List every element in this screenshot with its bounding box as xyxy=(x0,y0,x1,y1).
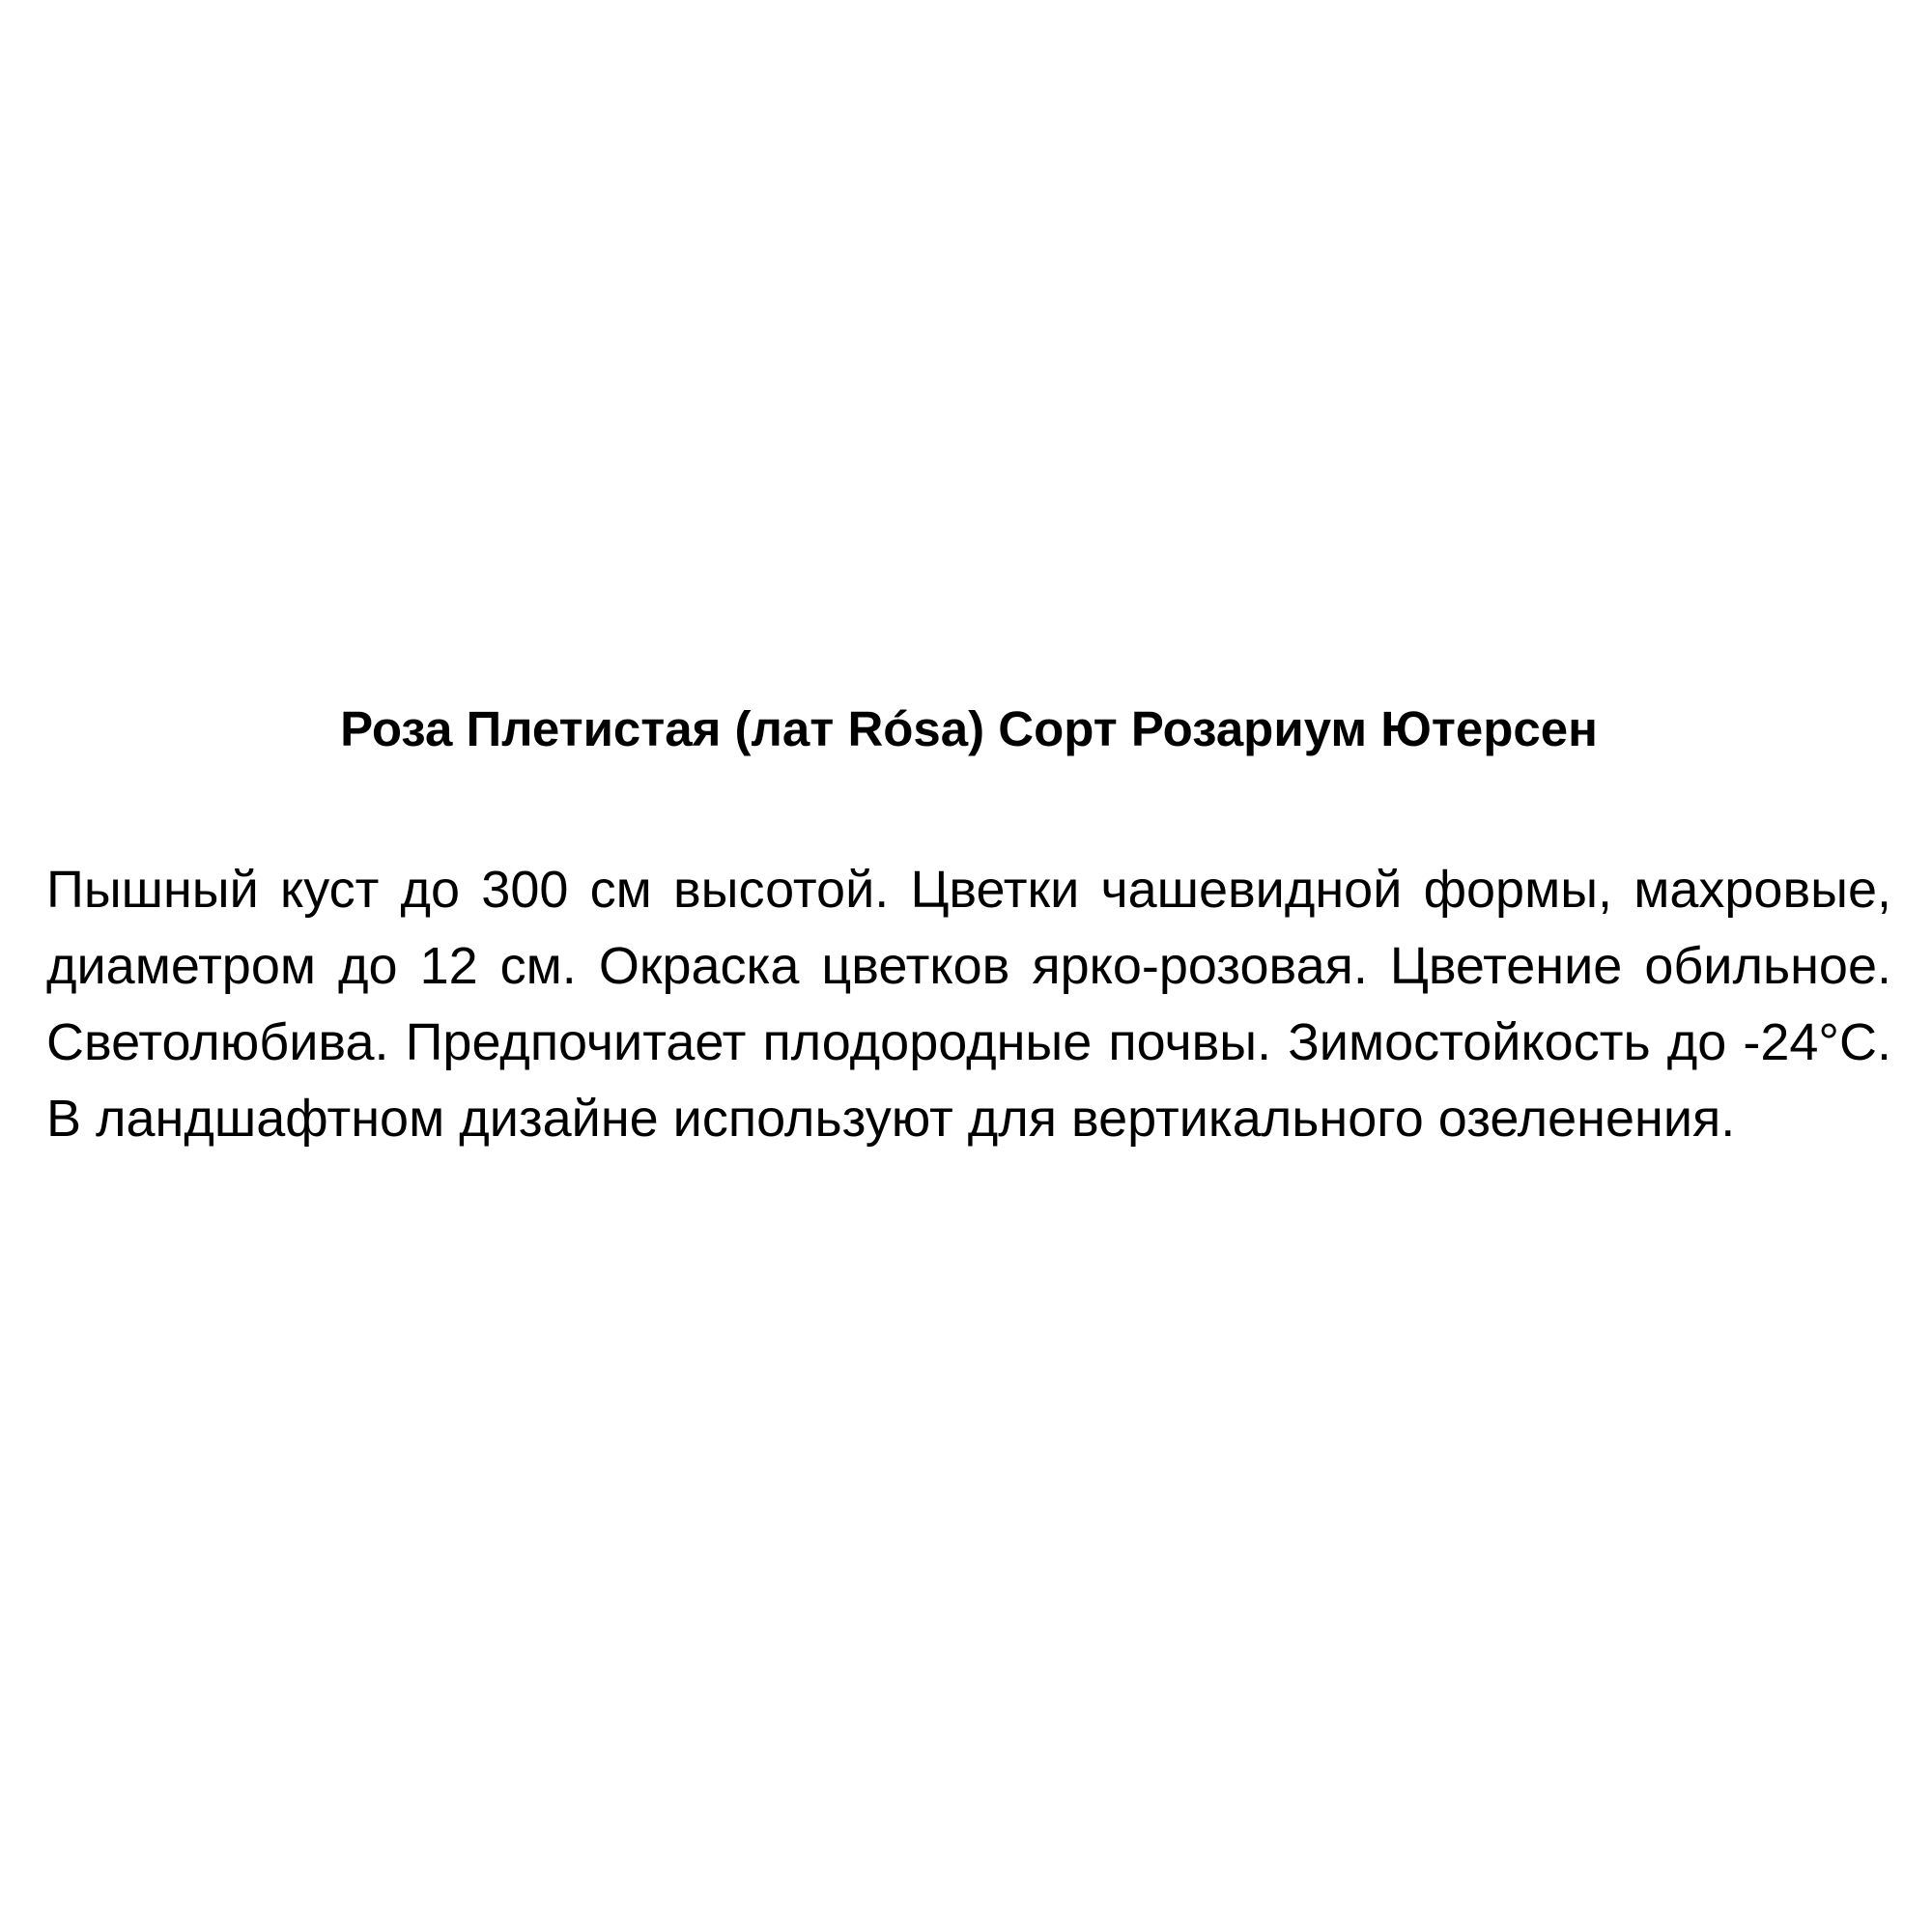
product-title: Роза Плетистая (лат Rósa) Сорт Розариум Ютерсен xyxy=(340,701,1598,756)
product-description: Пышный куст до 300 см высотой. Цветки чашевидной формы, махровые, диаметром до 12 см. Окраска цветков ярко-розовая. Цветение обильное. Светолюбива. Предпочитает плодородные почвы. Зимостойкость до -24°С. В ландшафтном дизайне используют для вертикального озеленения. xyxy=(46,861,1891,1148)
document-page xyxy=(46,0,1891,1932)
